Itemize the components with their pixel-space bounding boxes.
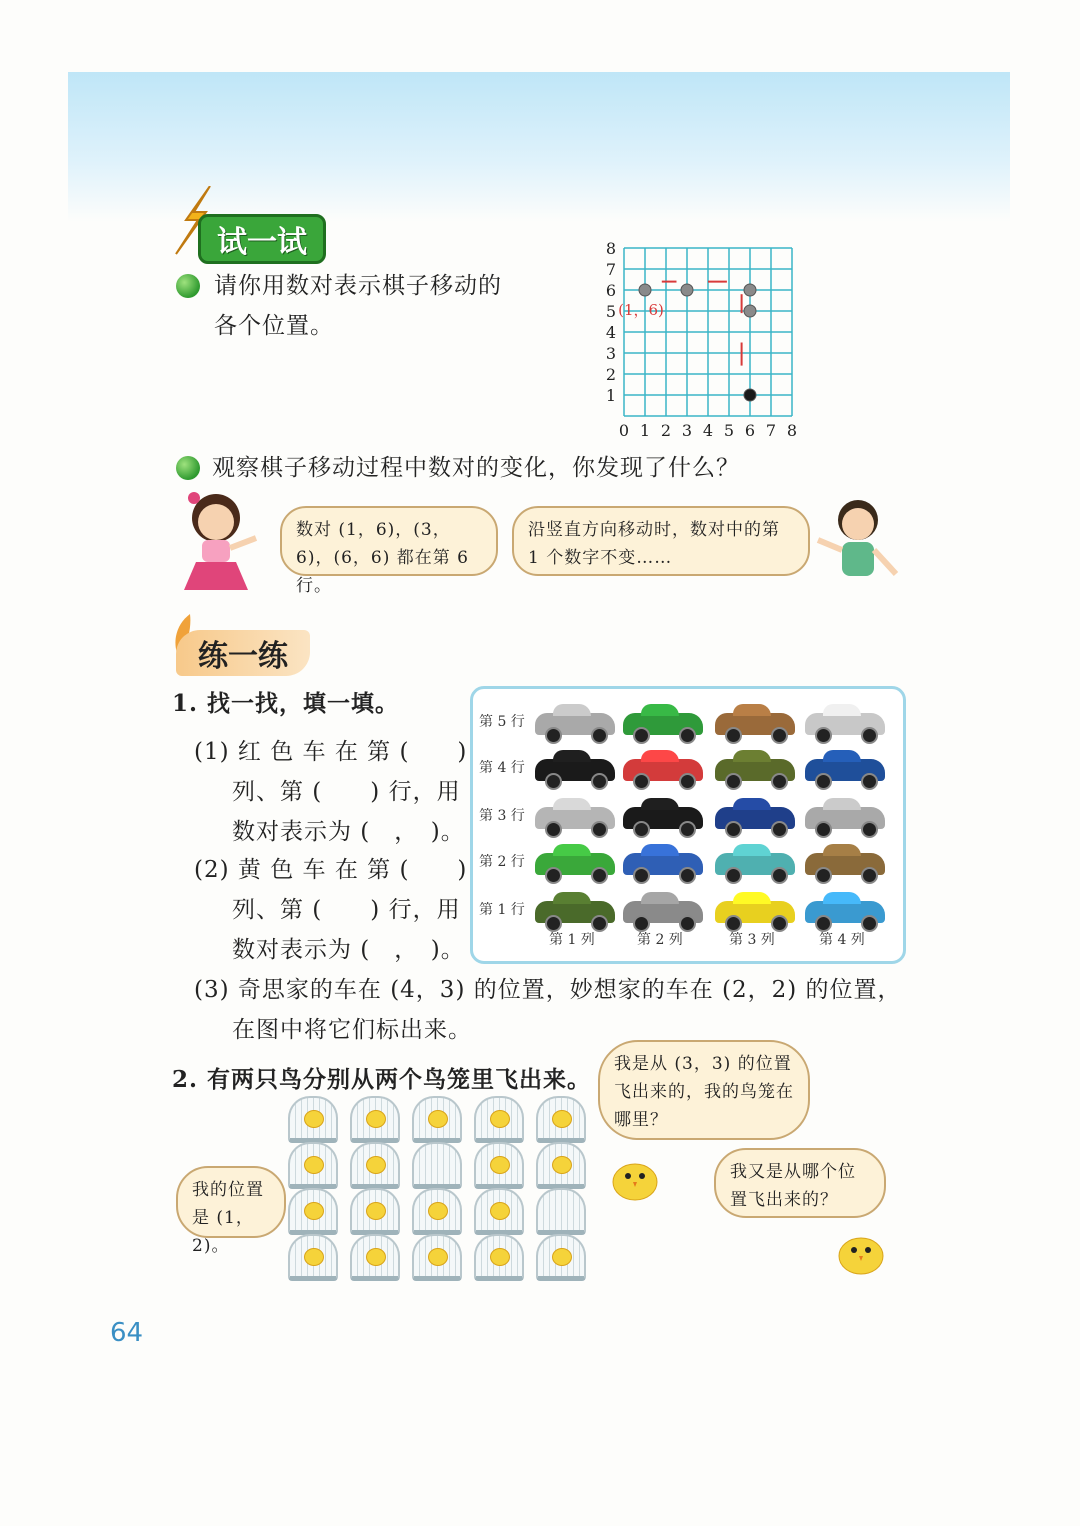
car bbox=[535, 713, 615, 735]
wheel-icon bbox=[545, 773, 562, 790]
wheel-icon bbox=[633, 773, 650, 790]
car bbox=[535, 759, 615, 781]
wheel-icon bbox=[679, 867, 696, 884]
speech-bubble-girl: 数对 (1，6)，(3，6)，(6，6) 都在第 6 行。 bbox=[280, 506, 498, 576]
coordinate-grid bbox=[596, 236, 846, 444]
chick-icon bbox=[552, 1156, 572, 1174]
exercise-text: 列、第 ( ) 行，用 bbox=[232, 779, 461, 805]
car-column-label: 第 4 列 bbox=[819, 932, 865, 948]
wheel-icon bbox=[861, 867, 878, 884]
wheel-icon bbox=[815, 773, 832, 790]
x-tick-label: 3 bbox=[681, 421, 693, 440]
bird-cage bbox=[288, 1234, 338, 1281]
car bbox=[805, 759, 885, 781]
section-title-try: 试一试 bbox=[198, 214, 326, 264]
car bbox=[715, 759, 795, 781]
car-column-label: 第 1 列 bbox=[549, 932, 595, 948]
car bbox=[715, 853, 795, 875]
wheel-icon bbox=[545, 727, 562, 744]
wheel-icon bbox=[861, 727, 878, 744]
chick-icon bbox=[304, 1248, 324, 1266]
bird-cage bbox=[288, 1096, 338, 1143]
wheel-icon bbox=[545, 821, 562, 838]
page-number: 64 bbox=[110, 1318, 144, 1348]
x-tick-label: 5 bbox=[723, 421, 735, 440]
car bbox=[535, 807, 615, 829]
car bbox=[623, 807, 703, 829]
bird-cage bbox=[350, 1188, 400, 1235]
car bbox=[535, 853, 615, 875]
wheel-icon bbox=[591, 773, 608, 790]
wheel-icon bbox=[771, 821, 788, 838]
exercise-text: (2) 黄 色 车 在 第 ( ) bbox=[194, 857, 468, 883]
y-tick-label: 8 bbox=[605, 239, 616, 258]
car-row-label: 第 2 行 bbox=[479, 854, 525, 870]
bird-cage bbox=[288, 1142, 338, 1189]
wheel-icon bbox=[815, 821, 832, 838]
speech-bubble-boy: 沿竖直方向移动时，数对中的第 1 个数字不变…… bbox=[512, 506, 810, 576]
bird-cage bbox=[350, 1234, 400, 1281]
wheel-icon bbox=[725, 727, 742, 744]
girl-illustration bbox=[172, 486, 262, 598]
x-tick-label: 8 bbox=[786, 421, 798, 440]
chick-icon bbox=[366, 1110, 386, 1128]
car bbox=[535, 901, 615, 923]
chick-icon bbox=[428, 1248, 448, 1266]
bird-cage bbox=[474, 1234, 524, 1281]
car bbox=[623, 853, 703, 875]
car-column-label: 第 2 列 bbox=[637, 932, 683, 948]
boy-illustration bbox=[812, 494, 904, 584]
x-tick-label: 7 bbox=[765, 421, 777, 440]
chess-piece bbox=[744, 305, 756, 317]
wheel-icon bbox=[771, 727, 788, 744]
x-tick-label: 6 bbox=[744, 421, 756, 440]
exercise-text: 数对表示为 ( ， )。 bbox=[232, 937, 465, 963]
chick-icon bbox=[428, 1202, 448, 1220]
section-title-practice: 练一练 bbox=[176, 630, 310, 676]
chick-icon bbox=[304, 1110, 324, 1128]
exercise-text: 数对表示为 ( ， )。 bbox=[232, 819, 465, 845]
y-tick-label: 3 bbox=[605, 344, 616, 363]
wheel-icon bbox=[545, 867, 562, 884]
car-parking-grid bbox=[470, 686, 906, 964]
chick-icon bbox=[832, 1226, 890, 1278]
x-tick-label: 1 bbox=[639, 421, 651, 440]
bird-cage-grid bbox=[288, 1096, 588, 1282]
chick-icon bbox=[428, 1110, 448, 1128]
bird-cage bbox=[474, 1096, 524, 1143]
bird-cage bbox=[536, 1142, 586, 1189]
green-bullet-icon bbox=[176, 274, 200, 298]
wheel-icon bbox=[591, 821, 608, 838]
question-text: 观察棋子移动过程中数对的变化，你发现了什么？ bbox=[212, 455, 740, 481]
chick-icon bbox=[606, 1152, 664, 1204]
car-column-label: 第 3 列 bbox=[729, 932, 775, 948]
car bbox=[623, 759, 703, 781]
x-tick-label: 2 bbox=[660, 421, 672, 440]
bird-cage bbox=[412, 1142, 462, 1189]
y-tick-label: 6 bbox=[605, 281, 616, 300]
chick-icon bbox=[552, 1110, 572, 1128]
y-tick-label: 5 bbox=[605, 302, 616, 321]
car-row-label: 第 1 行 bbox=[479, 902, 525, 918]
speech-bubble-chick-2: 我又是从哪个位置飞出来的？ bbox=[714, 1148, 886, 1218]
car bbox=[805, 853, 885, 875]
speech-bubble-me: 我的位置是 (1，2)。 bbox=[176, 1166, 286, 1238]
point-label: (1，6) bbox=[618, 301, 664, 319]
wheel-icon bbox=[725, 821, 742, 838]
x-tick-label: 4 bbox=[702, 421, 714, 440]
wheel-icon bbox=[633, 727, 650, 744]
car bbox=[715, 807, 795, 829]
bird-cage bbox=[288, 1188, 338, 1235]
bird-cage bbox=[536, 1188, 586, 1235]
green-bullet-icon bbox=[176, 456, 200, 480]
exercise-text: (3) 奇思家的车在 (4，3) 的位置，妙想家的车在 (2，2) 的位置， bbox=[194, 977, 902, 1003]
wheel-icon bbox=[725, 773, 742, 790]
bird-cage bbox=[350, 1096, 400, 1143]
wheel-icon bbox=[679, 821, 696, 838]
car bbox=[805, 807, 885, 829]
chick-icon bbox=[304, 1202, 324, 1220]
chick-icon bbox=[490, 1156, 510, 1174]
y-tick-label: 1 bbox=[605, 386, 616, 405]
wheel-icon bbox=[679, 727, 696, 744]
y-tick-label: 4 bbox=[605, 323, 616, 342]
car bbox=[805, 901, 885, 923]
exercise-text: (1) 红 色 车 在 第 ( ) bbox=[194, 739, 468, 765]
wheel-icon bbox=[633, 867, 650, 884]
question-text: 请你用数对表示棋子移动的 bbox=[214, 273, 502, 299]
wheel-icon bbox=[861, 821, 878, 838]
car-row-label: 第 5 行 bbox=[479, 714, 525, 730]
bird-cage bbox=[412, 1234, 462, 1281]
wheel-icon bbox=[861, 773, 878, 790]
chess-piece bbox=[744, 284, 756, 296]
speech-bubble-chick-1: 我是从 (3，3) 的位置飞出来的，我的鸟笼在哪里？ bbox=[598, 1040, 810, 1140]
chick-icon bbox=[490, 1202, 510, 1220]
bird-cage bbox=[536, 1234, 586, 1281]
bird-cage bbox=[350, 1142, 400, 1189]
chick-icon bbox=[304, 1156, 324, 1174]
exercise-title: 2. 有两只鸟分别从两个鸟笼里飞出来。 bbox=[172, 1066, 592, 1093]
car bbox=[623, 901, 703, 923]
chick-icon bbox=[366, 1156, 386, 1174]
car-row-label: 第 3 行 bbox=[479, 808, 525, 824]
car-row-label: 第 4 行 bbox=[479, 760, 525, 776]
wheel-icon bbox=[679, 773, 696, 790]
bird-cage bbox=[412, 1096, 462, 1143]
exercise-title: 1. 找一找，填一填。 bbox=[172, 690, 400, 717]
bird-cage bbox=[474, 1142, 524, 1189]
wheel-icon bbox=[771, 773, 788, 790]
wheel-icon bbox=[591, 727, 608, 744]
y-tick-label: 2 bbox=[605, 365, 616, 384]
bird-cage bbox=[412, 1188, 462, 1235]
bird-cage bbox=[474, 1188, 524, 1235]
question-text: 各个位置。 bbox=[214, 313, 334, 339]
chess-piece bbox=[681, 284, 693, 296]
chick-icon bbox=[490, 1110, 510, 1128]
wheel-icon bbox=[725, 867, 742, 884]
exercise-text: 列、第 ( ) 行，用 bbox=[232, 897, 461, 923]
y-tick-label: 7 bbox=[605, 260, 616, 279]
chick-icon bbox=[552, 1248, 572, 1266]
chick-icon bbox=[366, 1248, 386, 1266]
x-tick-label: 0 bbox=[618, 421, 630, 440]
wheel-icon bbox=[633, 821, 650, 838]
car bbox=[805, 713, 885, 735]
wheel-icon bbox=[815, 727, 832, 744]
chess-piece bbox=[639, 284, 651, 296]
exercise-text: 在图中将它们标出来。 bbox=[232, 1017, 472, 1043]
chick-icon bbox=[490, 1248, 510, 1266]
wheel-icon bbox=[771, 867, 788, 884]
wheel-icon bbox=[815, 867, 832, 884]
wheel-icon bbox=[591, 867, 608, 884]
bird-cage bbox=[536, 1096, 586, 1143]
chick-icon bbox=[366, 1202, 386, 1220]
car bbox=[623, 713, 703, 735]
car bbox=[715, 713, 795, 735]
car bbox=[715, 901, 795, 923]
chess-piece bbox=[744, 389, 756, 401]
